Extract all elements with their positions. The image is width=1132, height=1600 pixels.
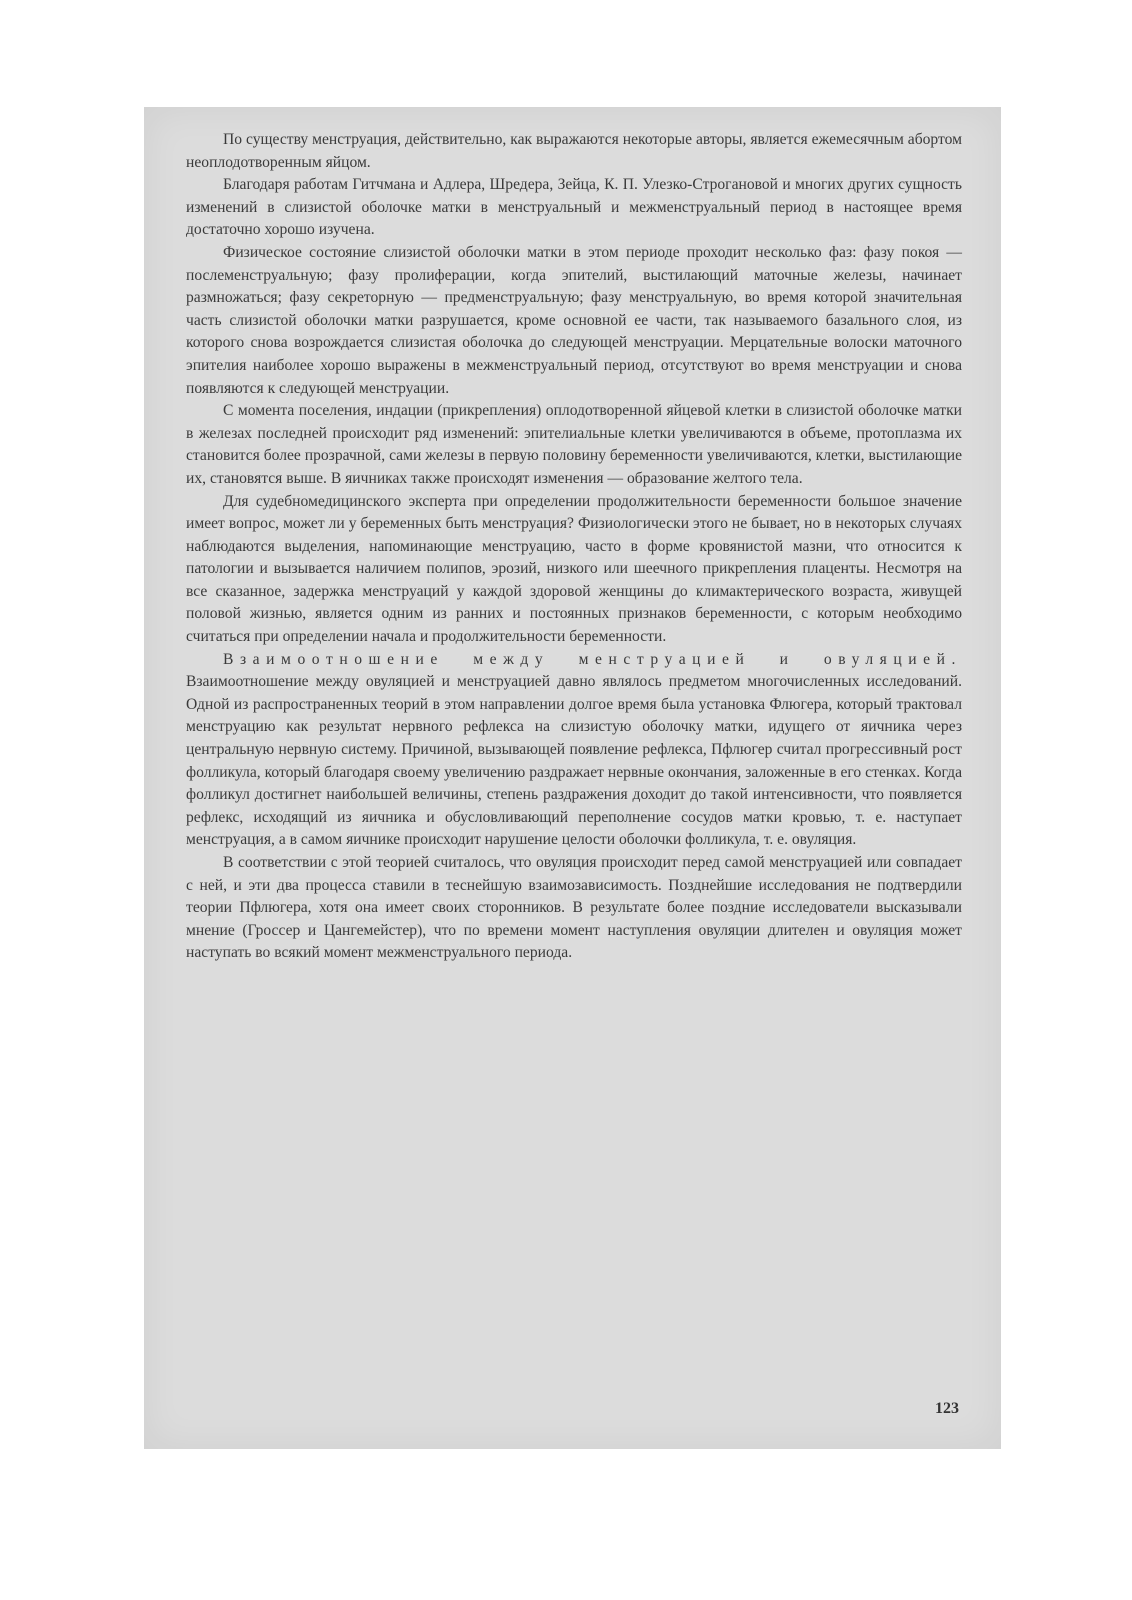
paragraph: Благодаря работам Гитчмана и Адлера, Шредера, Зейца, К. П. Улезко-Строгановой и многих других сущность изменений в слизистой оболочке матки в менструальный и межменструальный период в настоящее время достаточно хорошо изучена. (186, 176, 962, 239)
paragraph: С момента поселения, индации (прикрепления) оплодотворенной яйцевой клетки в слизистой оболочке матки в железах последней происходит ряд изменений: эпителиальные клетки увеличиваются в объеме, протоплазма их становится более прозрачной, сами железы в первую половину беременности увеличиваются, клетки, выстилающие их, становятся выше. В яичниках также происходят изменения — образование желтого тела. (186, 402, 962, 487)
section-paragraph (186, 649, 962, 852)
section-paragraph-text: Взаимоотношение между овуляцией и менструацией давно являлось предметом многочисленных исследований. Одной из распространенных теорий в этом направлении долгое время была установка Флюгера, который трактовал менструацию как результат нервного рефлекса на слизистую оболочку матки, идущего от яичника через центральную нервную систему. Причиной, вызывающей появление рефлекса, Пфлюгер считал прогрессивный рост фолликула, который благодаря своему увеличению раздражает нервные окончания, заложенные в его стенках. Когда фолликул достигнет наибольшей величины, степень раздражения доходит до такой интенсивности, что появляется рефлекс, исходящий из яичника и обусловливающий переполнение сосудов матки кровью, т. е. наступает менструация, а в самом яичнике происходит нарушение целости оболочки фолликула, т. е. овуляция. (186, 673, 962, 849)
scanned-page (144, 107, 1001, 1449)
paragraph: По существу менструация, действительно, как выражаются некоторые авторы, является ежемесячным абортом неоплодотворенным яйцом. (186, 131, 962, 171)
page-number: 123 (935, 1400, 959, 1417)
body-text (186, 129, 962, 965)
paragraph: Для судебномедицинского эксперта при определении продолжительности беременности большое значение имеет вопрос, может ли у беременных быть менструация? Физиологически этого не бывает, но в некоторых случаях наблюдаются выделения, напоминающие менструацию, часто в форме кровянистой мазни, что относится к патологии и вызывается наличием полипов, эрозий, низкого или шеечного прикрепления плаценты. Несмотря на все сказанное, задержка менструаций у каждой здоровой женщины до климактерического возраста, живущей половой жизнью, является одним из ранних и постоянных признаков беременности, с которым необходимо считаться при определении начала и продолжительности беременности. (186, 492, 962, 646)
section-heading: Взаимоотношение между менструацией и овуляцией. (223, 650, 962, 668)
paragraph: Физическое состояние слизистой оболочки матки в этом периоде проходит несколько фаз: фазу покоя — послеменструальную; фазу пролиферации, когда эпителий, выстилающий маточные железы, начинает размножаться; фазу секреторную — предменструальную; фазу менструальную, во время которой значительная часть слизистой оболочки матки разрушается, кроме основной ее части, так называемого базального слоя, из которого снова возрождается слизистая оболочка до следующей менструации. Мерцательные волоски маточного эпителия наиболее хорошо выражены в межменструальный период, отсутствуют во время менструации и снова появляются к следующей менструации. (186, 243, 962, 397)
paragraph: В соответствии с этой теорией считалось, что овуляция происходит перед самой менструацией или совпадает с ней, и эти два процесса ставили в теснейшую взаимозависимость. Позднейшие исследования не подтвердили теории Пфлюгера, хотя она имеет своих сторонников. В результате более поздние исследователи высказывали мнение (Гроссер и Цангемейстер), что по времени момент наступления овуляции длителен и овуляция может наступать во всякий момент межменструального периода. (186, 854, 962, 962)
